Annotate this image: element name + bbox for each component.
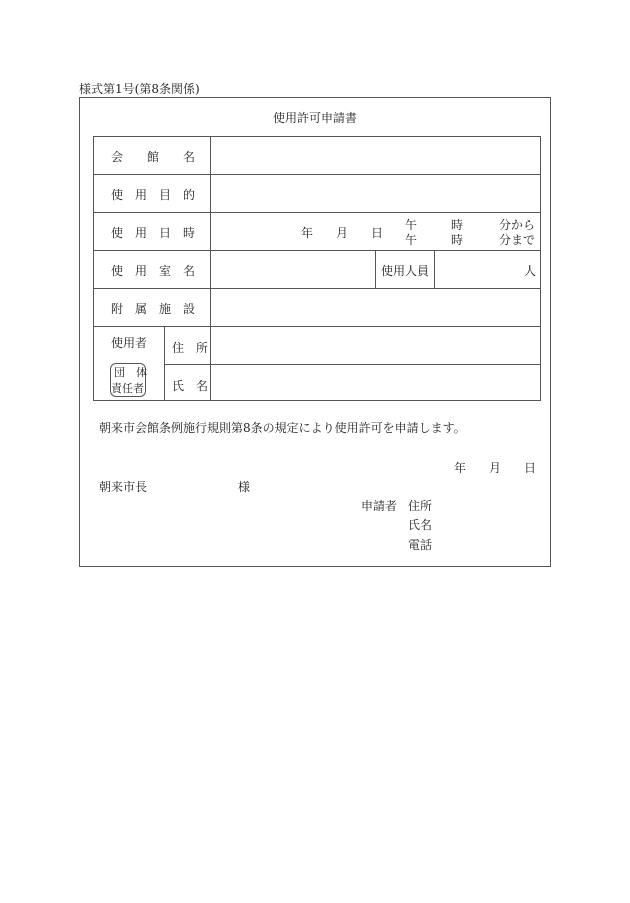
datetime-day: 日	[371, 226, 384, 240]
date-year: 年	[454, 461, 467, 475]
attendees-label: 使用人員	[381, 264, 430, 278]
representative-label: 責任者	[111, 382, 144, 395]
honorific: 様	[238, 480, 251, 494]
date-day: 日	[524, 461, 537, 475]
hour-until: 時	[451, 233, 464, 247]
datetime-month: 月	[336, 226, 349, 240]
form-title: 使用許可申請書	[272, 111, 357, 125]
persons-unit: 人	[524, 264, 537, 278]
applicant-phone: 電話	[408, 538, 433, 552]
applicant-address: 住所	[408, 499, 433, 513]
name-label: 氏 名	[172, 379, 209, 393]
group-label: 団 体	[114, 366, 147, 379]
noon-until: 午	[405, 233, 418, 247]
form-number-label: 様式第1号(第8条関係)	[79, 82, 200, 96]
minute-until: 分まで	[499, 233, 536, 247]
applicant-name: 氏名	[408, 518, 433, 532]
date-month: 月	[489, 461, 502, 475]
minute-from: 分から	[499, 218, 536, 232]
addressee: 朝来市長	[99, 480, 148, 494]
application-statement: 朝来市会館条例施行規則第8条の規定により使用許可を申請します。	[99, 421, 466, 435]
application-form	[79, 97, 551, 567]
datetime-label: 使 用 日 時	[111, 226, 196, 240]
noon-from: 午	[405, 218, 418, 232]
facilities-label: 附 属 施 設	[111, 302, 196, 316]
hour-from: 時	[451, 218, 464, 232]
hall-name-label: 会 館 名	[111, 150, 196, 164]
purpose-label: 使 用 目 的	[111, 188, 196, 202]
address-label: 住 所	[172, 341, 209, 355]
user-label: 使用者	[111, 336, 148, 350]
application-table	[93, 136, 541, 401]
applicant-label: 申請者	[361, 499, 398, 513]
room-label: 使 用 室 名	[111, 264, 196, 278]
datetime-year: 年	[301, 226, 314, 240]
